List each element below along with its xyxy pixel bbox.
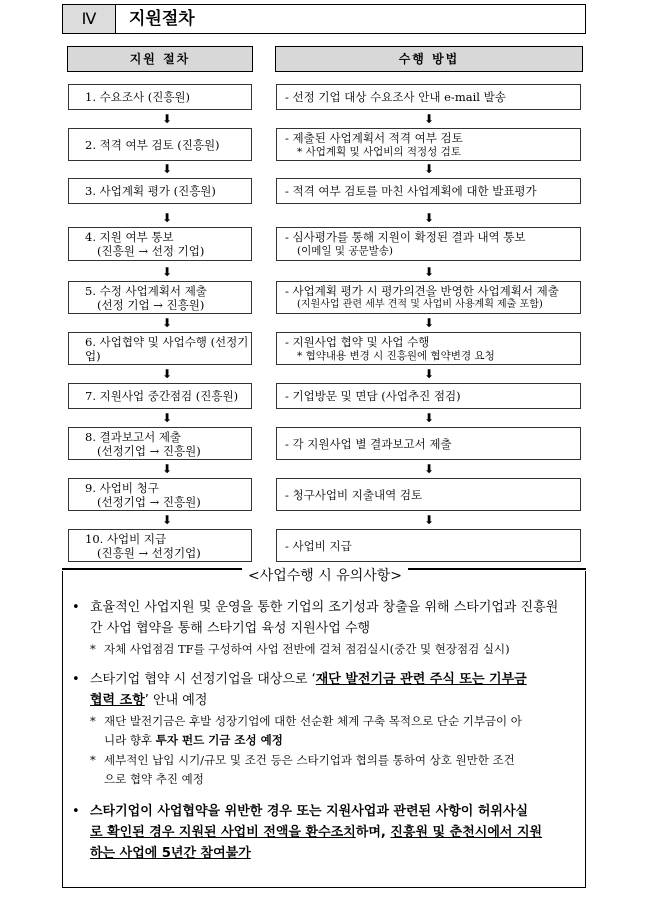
- step-1-procedure-text: 1. 수요조사 (진흥원): [85, 90, 191, 104]
- down-arrow-icon: ⬇: [161, 513, 173, 527]
- section-title: 지원절차: [129, 9, 195, 29]
- step-8-method: [276, 427, 581, 460]
- step-2-procedure: [68, 128, 252, 161]
- notes-bullet-3-lead: 스타기업이 사업협약을 위반한 경우 또는 지원사업과 관련된 사항이 허위사실: [90, 804, 529, 819]
- notes-bullet-3-underline-1: 로 확인된 경우 지원된 사업비 전액을 환수조치: [90, 825, 356, 840]
- down-arrow-icon: ⬇: [161, 162, 173, 176]
- step-1-method: [276, 84, 581, 110]
- notes-bullet-2-underline-1: 재단 발전기금 관련 주식 또는 기부금: [315, 672, 527, 687]
- notes-bullet-2-tail: ’ 안내 예정: [144, 693, 208, 708]
- notes-bullet-2-underline-2: 협력 조항: [90, 693, 145, 708]
- asterisk-icon: *: [90, 642, 96, 656]
- down-arrow-icon: ⬇: [161, 462, 173, 476]
- notes-bullet-1-note-text: 자체 사업점검 TF를 구성하여 사업 전반에 걸쳐 점검실시(중간 및 현장점검 실시): [104, 642, 510, 656]
- bullet-icon: •: [72, 804, 80, 819]
- down-arrow-icon: ⬇: [423, 411, 435, 425]
- down-arrow-icon: ⬇: [423, 513, 435, 527]
- step-4-method-text: - 심사평가를 통해 지원이 확정된 결과 내역 통보: [285, 230, 526, 244]
- down-arrow-icon: ⬇: [423, 162, 435, 176]
- step-5-method-text: - 사업계획 평가 시 평가의견을 반영한 사업계획서 제출: [285, 283, 559, 298]
- down-arrow-icon: ⬇: [423, 367, 435, 381]
- step-8-procedure: [68, 427, 252, 460]
- step-8-method-text: - 각 지원사업 별 결과보고서 제출: [285, 436, 452, 451]
- step-7-method-text: - 기업방문 및 면담 (사업추진 점검): [285, 389, 461, 403]
- step-3-method-text: - 적격 여부 검토를 마친 사업계획에 대한 발표평가: [285, 184, 537, 198]
- step-6-procedure-text: 6. 사업협약 및 사업수행 (선정기업): [85, 334, 249, 363]
- step-4-procedure: [68, 227, 252, 261]
- step-7-procedure: [68, 383, 252, 409]
- step-2-method: [276, 128, 581, 161]
- down-arrow-icon: ⬇: [423, 211, 435, 225]
- down-arrow-icon: ⬇: [161, 211, 173, 225]
- notes-title: [0, 568, 650, 584]
- step-4-method-note: (이메일 및 공문발송): [297, 245, 394, 257]
- step-3-method: [276, 178, 581, 204]
- asterisk-icon: *: [90, 753, 96, 767]
- step-1-method-text: - 선정 기업 대상 수요조사 안내 e-mail 발송: [285, 90, 506, 104]
- step-1-procedure: [68, 84, 252, 110]
- step-9-procedure-flow: (선정기업 → 진흥원): [97, 494, 201, 509]
- notes-bullet-2-note-1-line-1: 재단 발전기금은 후발 성장기업에 대한 선순환 체계 구축 목적으로 단순 기부금이 아: [104, 714, 522, 728]
- step-6-method: [276, 332, 581, 365]
- step-6-procedure: [68, 332, 252, 365]
- notes-bullet-3-underline-3: 하는 사업에 5년간 참여불가: [90, 846, 251, 861]
- column-header-method: 수행 방법: [275, 46, 583, 72]
- notes-bullet-2-note-2: [90, 751, 582, 789]
- step-6-method-note: * 협약내용 변경 시 진흥원에 협약변경 요청: [297, 349, 495, 362]
- step-5-procedure-text: 5. 수정 사업계획서 제출: [85, 283, 207, 298]
- notes-bullet-3-underline-2: 진흥원 및 춘천시에서 지원: [390, 825, 543, 840]
- step-10-procedure-text: 10. 사업비 지급: [85, 531, 167, 546]
- notes-bullet-2-note-2-line-1: 세부적인 납입 시기/규모 및 조건 등은 스타기업과 협의를 통하여 상호 원만한 조건: [104, 753, 515, 767]
- notes-bullet-2-lead: 스타기업 협약 시 선정기업을 대상으로 ‘: [90, 672, 316, 687]
- step-6-method-text: - 지원사업 협약 및 사업 수행: [285, 334, 430, 349]
- section-header: [62, 4, 586, 34]
- down-arrow-icon: ⬇: [423, 316, 435, 330]
- notes-bullet-1: [72, 597, 582, 639]
- step-9-procedure: [68, 478, 252, 511]
- down-arrow-icon: ⬇: [161, 411, 173, 425]
- down-arrow-icon: ⬇: [423, 462, 435, 476]
- column-header-procedure: 지원 절차: [67, 46, 253, 72]
- step-2-method-text: - 제출된 사업계획서 적격 여부 검토: [285, 130, 463, 145]
- step-5-method: [276, 281, 581, 314]
- step-2-method-note: * 사업계획 및 사업비의 적정성 검토: [297, 145, 461, 158]
- bullet-icon: •: [72, 672, 80, 687]
- step-4-procedure-flow: (진흥원 → 선정 기업): [97, 244, 205, 258]
- notes-title-text: <사업수행 시 유의사항>: [242, 568, 408, 584]
- notes-bullet-2-note-2-line-2: 으로 협약 추진 예정: [104, 772, 204, 786]
- notes-bullet-2-note-1-bold: 투자 펀드 기금 조성 예정: [155, 733, 283, 747]
- step-2-procedure-text: 2. 적격 여부 검토 (진흥원): [85, 137, 220, 152]
- step-5-method-note: (지원사업 관련 세부 견적 및 사업비 사용계획 제출 포함): [297, 298, 543, 310]
- step-10-procedure: [68, 529, 252, 562]
- notes-bullet-3: [72, 801, 582, 864]
- step-8-procedure-flow: (선정기업 → 진흥원): [97, 443, 201, 458]
- down-arrow-icon: ⬇: [423, 265, 435, 279]
- section-number: Ⅳ: [63, 5, 116, 33]
- notes-bullet-3-mid: 하며,: [355, 825, 391, 840]
- step-7-method: [276, 383, 581, 409]
- step-10-method-text: - 사업비 지급: [285, 538, 352, 553]
- step-9-method: [276, 478, 581, 511]
- down-arrow-icon: ⬇: [161, 367, 173, 381]
- notes-bullet-1-note: [90, 640, 582, 659]
- step-5-procedure-flow: (선정 기업 → 진흥원): [97, 297, 205, 312]
- down-arrow-icon: ⬇: [161, 316, 173, 330]
- notes-bullet-2-note-1: [90, 712, 582, 750]
- step-8-procedure-text: 8. 결과보고서 제출: [85, 429, 182, 444]
- notes-bullet-1-line-1: 효율적인 사업지원 및 운영을 통한 기업의 조기성과 창출을 위해 스타기업과 진흥원: [90, 600, 559, 615]
- step-10-method: [276, 529, 581, 562]
- asterisk-icon: *: [90, 714, 96, 728]
- step-7-procedure-text: 7. 지원사업 중간점검 (진흥원): [85, 389, 239, 403]
- bullet-icon: •: [72, 600, 80, 615]
- step-9-procedure-text: 9. 사업비 청구: [85, 480, 159, 495]
- step-10-procedure-flow: (진흥원 → 선정기업): [97, 545, 201, 560]
- step-3-procedure-text: 3. 사업계획 평가 (진흥원): [85, 184, 216, 198]
- down-arrow-icon: ⬇: [161, 112, 173, 126]
- down-arrow-icon: ⬇: [423, 112, 435, 126]
- notes-bullet-1-line-2: 간 사업 협약을 통해 스타기업 육성 지원사업 수행: [90, 621, 371, 636]
- notes-bullet-2-note-1-line-2: 니라 향후: [104, 733, 156, 747]
- step-4-method: [276, 227, 581, 261]
- step-4-procedure-text: 4. 지원 여부 통보: [85, 230, 174, 244]
- down-arrow-icon: ⬇: [161, 265, 173, 279]
- step-9-method-text: - 청구사업비 지출내역 검토: [285, 487, 423, 502]
- notes-bullet-2: [72, 669, 582, 711]
- step-3-procedure: [68, 178, 252, 204]
- step-5-procedure: [68, 281, 252, 314]
